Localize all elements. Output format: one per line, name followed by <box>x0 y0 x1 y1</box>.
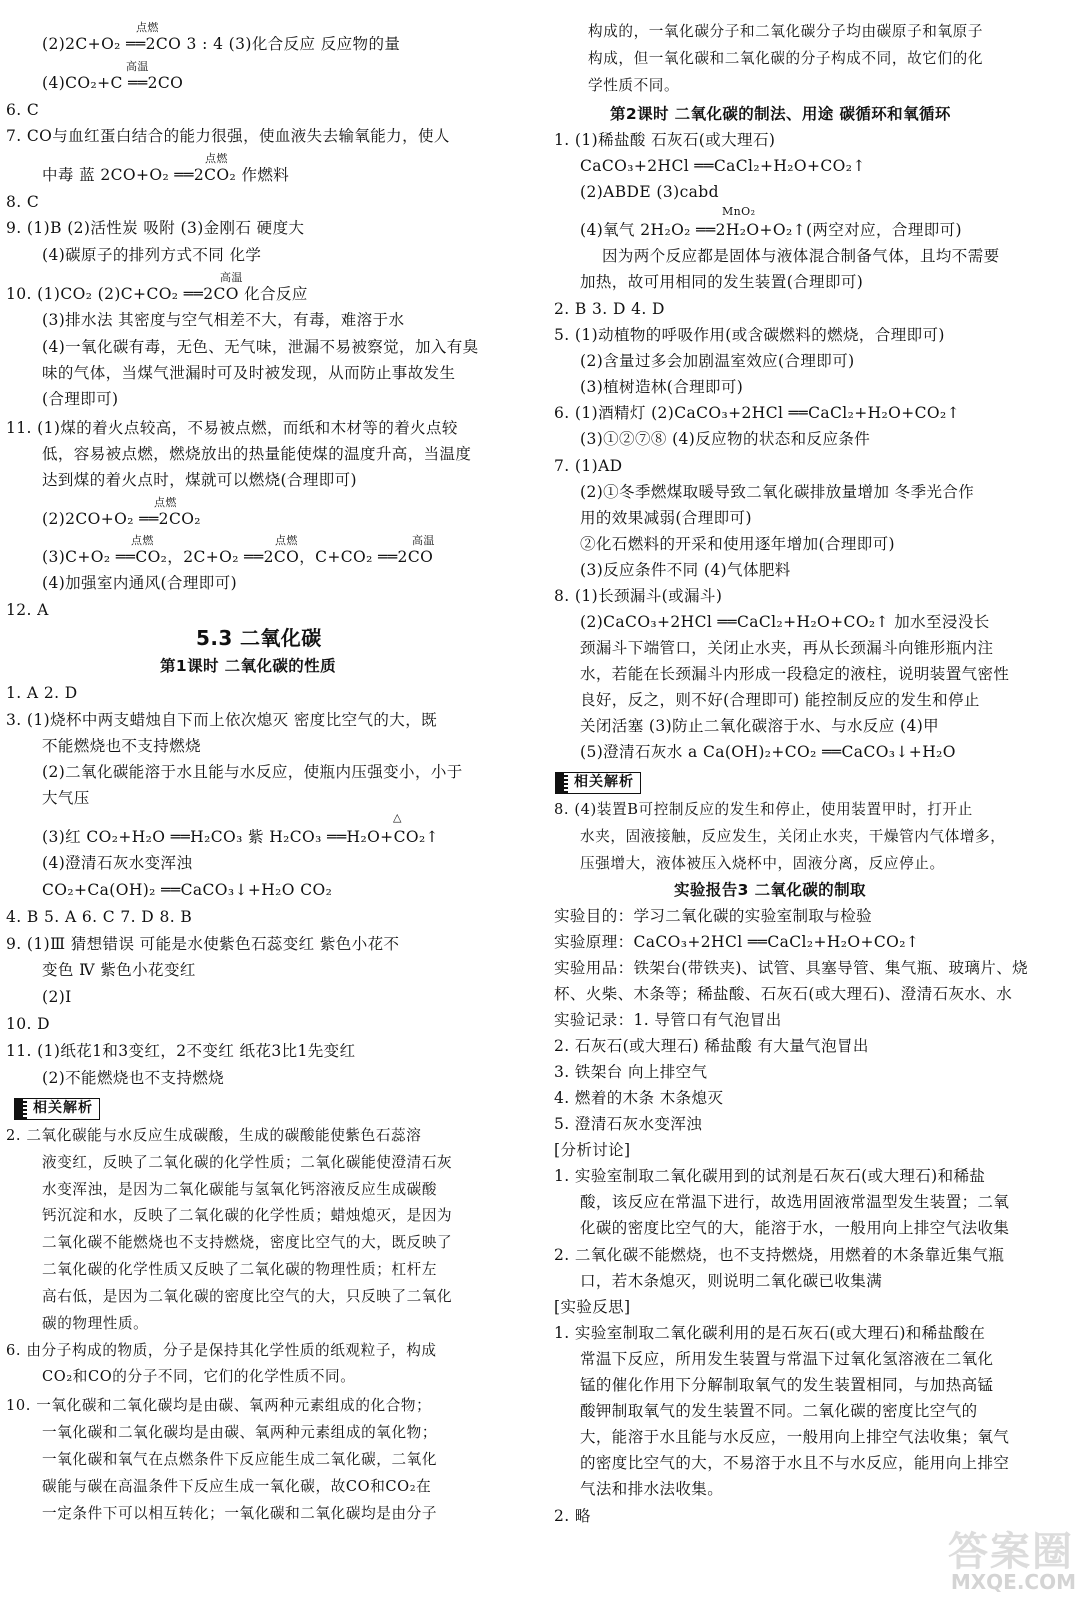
answer-line: 颈漏斗下端管口，关闭止水夹，再从长颈漏斗向锥形瓶内注 <box>580 639 994 657</box>
reaction-condition: 高温 <box>412 534 435 547</box>
answer-line: 实验记录：1. 导管口有气泡冒出 <box>554 1011 782 1029</box>
answer-line: (2)含量过多会加剧温室效应(合理即可) <box>580 352 855 370</box>
answer-line: 酸钾制取氧气的发生装置不同。二氧化碳的密度比空气的 <box>580 1402 978 1420</box>
answer-line: 8. (1)长颈漏斗(或漏斗) <box>554 587 723 605</box>
reaction-condition: 点燃 <box>131 534 154 547</box>
answer-line: 1. 实验室制取二氧化碳用到的试剂是石灰石(或大理石)和稀盐 <box>554 1167 986 1185</box>
answer-line: (2)ABDE (3)cabd <box>580 183 719 201</box>
answer-line: 1. (1)稀盐酸 石灰石(或大理石) <box>554 131 776 149</box>
answer-line: 的密度比空气的大，不易溶于水且不与水反应，能用向上排空 <box>580 1454 1010 1472</box>
answer-line: 大气压 <box>42 789 90 807</box>
answer-line: 2. 二氧化碳能与水反应生成碳酸，生成的碳酸能使紫色石蕊溶 <box>6 1127 422 1144</box>
reaction-condition: 点燃 <box>275 534 298 547</box>
answer-line: (2)CaCO₃+2HCl ══CaCl₂+H₂O+CO₂↑ 加水至浸没长 <box>580 613 990 631</box>
answer-line: (3)植树造林(合理即可) <box>580 378 744 396</box>
answer-line: (3)反应条件不同 (4)气体肥料 <box>580 561 791 579</box>
answer-line: (3)C+O₂ ══CO₂，2C+O₂ ══2CO，C+CO₂ ══2CO <box>42 548 434 566</box>
answer-line: 锰的催化作用下分解制取氧气的发生装置相同，与加热高锰 <box>580 1376 994 1394</box>
answer-line: 3. 铁架台 向上排空气 <box>554 1063 708 1081</box>
answer-line: 10. 一氧化碳和二氧化碳均是由碳、氧两种元素组成的化合物； <box>6 1397 432 1414</box>
answer-line: 11. (1)煤的着火点较高，不易被点燃，而纸和木材等的着火点较 <box>6 419 458 437</box>
answer-line: ②化石燃料的开采和使用逐年增加(合理即可) <box>580 535 895 553</box>
answer-line: 2. 略 <box>554 1507 591 1525</box>
answer-line: (4)碳原子的排列方式不同 化学 <box>42 246 262 264</box>
answer-line: 二氧化碳不能燃烧也不支持燃烧，密度比空气的大，既反映了 <box>42 1234 453 1251</box>
answer-line: 7. (1)AD <box>554 457 623 475</box>
section-heading: 5.3 二氧化碳 <box>196 626 322 650</box>
answer-line: 2. 二氧化碳不能燃烧，也不支持燃烧，用燃着的木条靠近集气瓶 <box>554 1246 1005 1264</box>
answer-line: 化碳的密度比空气的大，能溶于水，一般用向上排空气法收集 <box>580 1219 1010 1237</box>
reaction-condition: MnO₂ <box>722 205 756 218</box>
answer-line: 1. A 2. D <box>6 684 78 702</box>
answer-line: 6. 由分子构成的物质，分子是保持其化学性质的纸观粒子，构成 <box>6 1342 437 1359</box>
answer-line: 用的效果减弱(合理即可) <box>580 509 752 527</box>
reaction-condition: 点燃 <box>136 21 159 34</box>
section-heading: 第1课时 二氧化碳的性质 <box>160 657 336 675</box>
answer-line: (4)澄清石灰水变浑浊 <box>42 854 193 872</box>
answer-line: 7. CO与血红蛋白结合的能力很强，使血液失去输氧能力，使人 <box>6 127 450 145</box>
answer-line: 加热，故可用相同的发生装置(合理即可) <box>580 273 864 291</box>
answer-line: 达到煤的着火点时，煤就可以燃烧(合理即可) <box>42 471 357 489</box>
answer-line: 实验用品：铁架台(带铁夹)、试管、具塞导管、集气瓶、玻璃片、烧 <box>554 959 1028 977</box>
answer-line: 变色 Ⅳ 紫色小花变红 <box>42 961 196 979</box>
answer-line: 不能燃烧也不支持燃烧 <box>42 737 202 755</box>
answer-line: 常温下反应，所用发生装置与常温下过氧化氢溶液在二氧化 <box>580 1350 994 1368</box>
answer-line: 2. B 3. D 4. D <box>554 300 665 318</box>
answer-line: (2)2C+O₂ ══2CO 3 : 4 (3)化合反应 反应物的量 <box>42 35 401 53</box>
reaction-condition: △ <box>393 811 402 824</box>
reaction-condition: 点燃 <box>154 496 177 509</box>
watermark-logo <box>930 1514 1080 1594</box>
section-heading: 第2课时 二氧化碳的制法、用途 碳循环和氧循环 <box>610 105 951 123</box>
answer-line: 关闭活塞 (3)防止二氧化碳溶于水、与水反应 (4)甲 <box>580 717 940 735</box>
answer-line: 口，若木条熄灭，则说明二氧化碳已收集满 <box>580 1272 883 1290</box>
answer-line: 压强增大，液体被压入烧杯中，固液分离，反应停止。 <box>580 855 945 872</box>
answer-line: 构成，但一氧化碳和二氧化碳的分子构成不同，故它们的化 <box>588 50 984 67</box>
answer-line: [分析讨论] <box>554 1141 631 1159</box>
answer-line: 碳能与碳在高温条件下反应生成一氧化碳，故CO和CO₂在 <box>42 1478 432 1495</box>
answer-line: 实验目的：学习二氧化碳的实验室制取与检验 <box>554 907 873 925</box>
answer-line: 低，容易被点燃，燃烧放出的热量能使煤的温度升高，当温度 <box>42 445 472 463</box>
answer-line: 6. C <box>6 101 40 119</box>
watermark-url: MXQE.COM <box>950 1570 1076 1594</box>
watermark-text: 答案圈 <box>948 1529 1074 1575</box>
answer-line: 8. C <box>6 193 40 211</box>
answer-line: 实验原理：CaCO₃+2HCl ══CaCl₂+H₂O+CO₂↑ <box>554 933 920 951</box>
answer-line: 杯、火柴、木条等；稀盐酸、石灰石(或大理石)、澄清石灰水、水 <box>554 985 1013 1003</box>
answer-line: 水变浑浊，是因为二氧化碳能与氢氧化钙溶液反应生成碳酸 <box>42 1181 438 1198</box>
answer-line: CO₂+Ca(OH)₂ ══CaCO₃↓+H₂O CO₂ <box>42 881 333 899</box>
answer-line: (4)CO₂+C ══2CO <box>42 74 184 92</box>
answer-line: 10. (1)CO₂ (2)C+CO₂ ══2CO 化合反应 <box>6 285 308 303</box>
answer-line: (5)澄清石灰水 a Ca(OH)₂+CO₂ ══CaCO₃↓+H₂O <box>580 743 956 761</box>
answer-line: 一定条件下可以相互转化；一氧化碳和二氧化碳均是由分子 <box>42 1505 438 1522</box>
section-heading: 实验报告3 二氧化碳的制取 <box>674 881 866 899</box>
answer-line: 高右低，是因为二氧化碳的密度比空气的大，只反映了二氧化 <box>42 1288 453 1305</box>
reaction-condition: 高温 <box>126 60 149 73</box>
answer-line: 9. (1)Ⅲ 猜想错误 可能是水使紫色石蕊变红 紫色小花不 <box>6 935 400 953</box>
answer-line: (2)2CO+O₂ ══2CO₂ <box>42 510 201 528</box>
answer-line: 钙沉淀和水，反映了二氧化碳的化学性质；蜡烛熄灭，是因为 <box>42 1207 453 1224</box>
answer-line: 中毒 蓝 2CO+O₂ ══2CO₂ 作燃料 <box>42 166 290 184</box>
answer-line: 液变红，反映了二氧化碳的化学性质；二氧化碳能使澄清石灰 <box>42 1154 453 1171</box>
answer-line: 2. 石灰石(或大理石) 稀盐酸 有大量气泡冒出 <box>554 1037 869 1055</box>
answer-line: 二氧化碳的化学性质又反映了二氧化碳的物理性质；杠杆左 <box>42 1261 438 1278</box>
answer-line: 10. D <box>6 1015 51 1033</box>
answer-line: (3)①②⑦⑧ (4)反应物的状态和反应条件 <box>580 430 871 448</box>
answer-line: 8. (4)装置B可控制反应的发生和停止，使用装置甲时，打开止 <box>554 801 973 818</box>
answer-line: 5. 澄清石灰水变浑浊 <box>554 1115 703 1133</box>
answer-line: CaCO₃+2HCl ══CaCl₂+H₂O+CO₂↑ <box>580 157 866 175</box>
answer-line: 气法和排水法收集。 <box>580 1480 724 1498</box>
answer-line: 味的气体，当煤气泄漏时可及时被发现，从而防止事故发生 <box>42 364 456 382</box>
answer-line: (2)Ⅰ <box>42 988 72 1006</box>
answer-line: (3)红 CO₂+H₂O ══H₂CO₃ 紫 H₂CO₃ ══H₂O+CO₂↑ <box>42 828 439 846</box>
answer-line: 学性质不同。 <box>588 77 680 94</box>
answer-line: 良好，反之，则不好(合理即可) 能控制反应的发生和停止 <box>580 691 980 709</box>
reaction-condition: 点燃 <box>205 152 228 165</box>
answer-line: (4)一氧化碳有毒，无色、无气味，泄漏不易被察觉，加入有臭 <box>42 338 479 356</box>
answer-line: 酸，该反应在常温下进行，故选用固液常温型发生装置；二氧 <box>580 1193 1010 1211</box>
answer-line: 11. (1)纸花1和3变红，2不变红 纸花3比1先变红 <box>6 1042 356 1060</box>
answer-line: 9. (1)B (2)活性炭 吸附 (3)金刚石 硬度大 <box>6 219 305 237</box>
answer-line: 因为两个反应都是固体与液体混合制备气体，且均不需要 <box>602 247 1000 265</box>
answer-line: 4. B 5. A 6. C 7. D 8. B <box>6 908 193 926</box>
answer-line: 1. 实验室制取二氧化碳利用的是石灰石(或大理石)和稀盐酸在 <box>554 1324 986 1342</box>
answer-line: (3)排水法 其密度与空气相差不大，有毒，难溶于水 <box>42 311 405 329</box>
answer-line: 6. (1)酒精灯 (2)CaCO₃+2HCl ══CaCl₂+H₂O+CO₂↑ <box>554 404 961 422</box>
answer-line: CO₂和CO的分子不同，它们的化学性质不同。 <box>42 1368 356 1385</box>
answer-line: 一氧化碳和氧气在点燃条件下反应能生成二氧化碳，二氧化 <box>42 1451 438 1468</box>
answer-line: (2)二氧化碳能溶于水且能与水反应，使瓶内压强变小，小于 <box>42 763 463 781</box>
answer-line: 一氧化碳和二氧化碳均是由碳、氧两种元素组成的氧化物； <box>42 1424 438 1441</box>
answer-line: (2)不能燃烧也不支持燃烧 <box>42 1069 225 1087</box>
reaction-condition: 高温 <box>220 271 243 284</box>
answer-line: 3. (1)烧杯中两支蜡烛自下而上依次熄灭 密度比空气的大，既 <box>6 711 437 729</box>
answer-line: 大，能溶于水且能与水反应，一般用向上排空气法收集；氧气 <box>580 1428 1010 1446</box>
answer-line: 碳的物理性质。 <box>42 1315 149 1332</box>
answer-line: 4. 燃着的木条 木条熄灭 <box>554 1089 724 1107</box>
answer-line: (2)①冬季燃煤取暖导致二氧化碳排放量增加 冬季光合作 <box>580 483 975 501</box>
answer-line: 5. (1)动植物的呼吸作用(或含碳燃料的燃烧，合理即可) <box>554 326 945 344</box>
answer-line: (4)加强室内通风(合理即可) <box>42 574 238 592</box>
analysis-tag-left: 相关解析 <box>14 1098 100 1120</box>
answer-line: (合理即可) <box>42 390 119 408</box>
answer-line: 12. A <box>6 601 49 619</box>
answer-line: 构成的，一氧化碳分子和二氧化碳分子均由碳原子和氧原子 <box>588 23 984 40</box>
answer-line: (4)氧气 2H₂O₂ ══2H₂O+O₂↑(两空对应，合理即可) <box>580 221 962 239</box>
answer-line: 水，若能在长颈漏斗内形成一段稳定的液柱，说明装置气密性 <box>580 665 1010 683</box>
answer-line: [实验反思] <box>554 1298 631 1316</box>
analysis-tag-right: 相关解析 <box>555 772 641 794</box>
answer-line: 水夹，固液接触，反应发生，关闭止水夹，干燥管内气体增多， <box>580 828 1006 845</box>
